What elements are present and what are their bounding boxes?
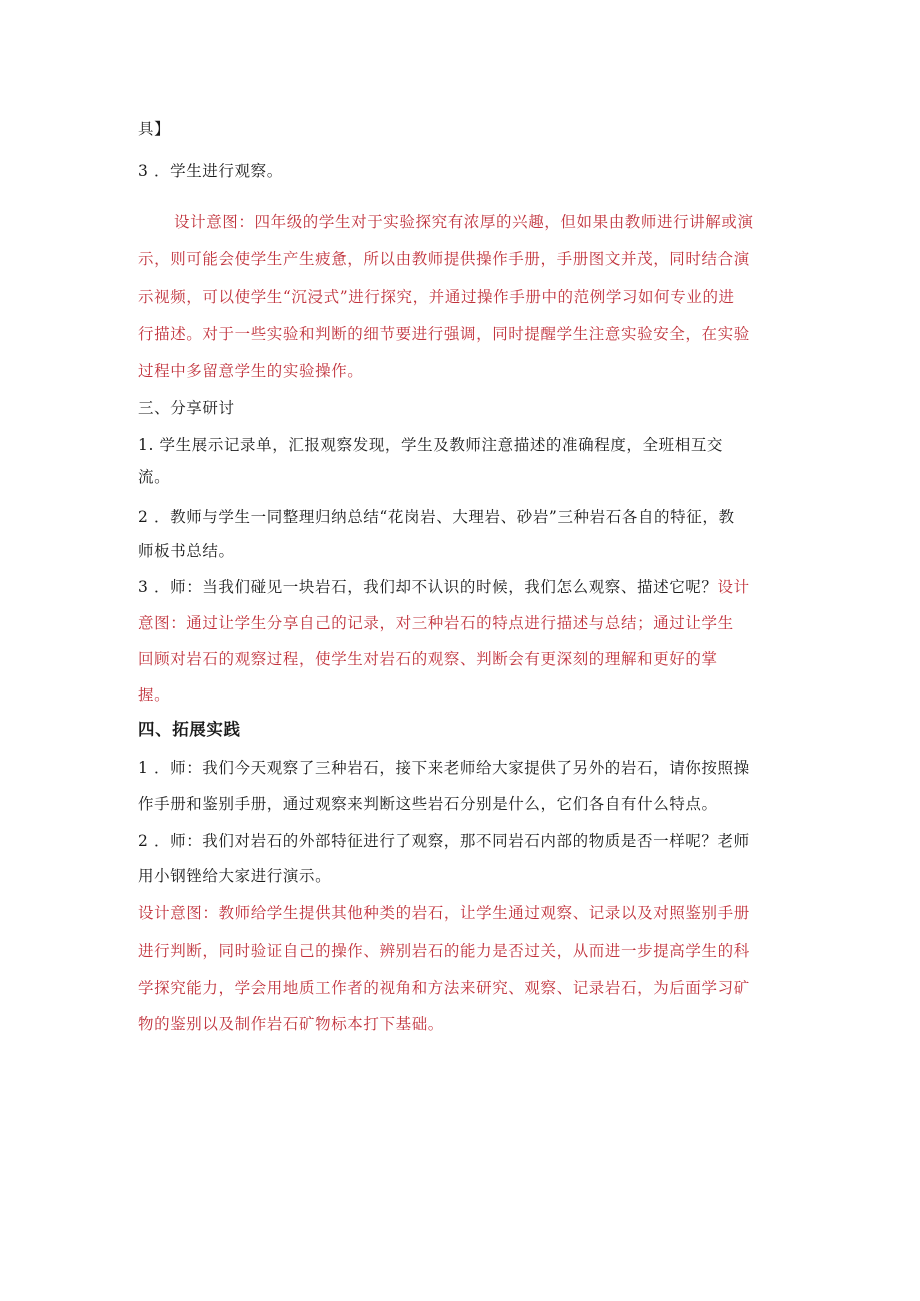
teacher-question: 3 ．师：当我们碰见一块岩石，我们却不认识的时候，我们怎么观察、描述它呢？ <box>138 578 718 596</box>
text-line: 具】 <box>138 120 171 138</box>
list-item: 2 ．教师与学生一同整理归纳总结“花岗岩、大理岩、砂岩”三种岩石各自的特征，教 <box>138 508 735 526</box>
list-item: 1. 学生展示记录单，汇报观察发现，学生及教师注意描述的准确程度，全班相互交 <box>138 436 724 454</box>
design-intent-line: 进行判断，同时验证自己的操作、辨别岩石的能力是否过关，从而进一步提高学生的科 <box>138 942 750 960</box>
design-intent-line: 设计意图：教师给学生提供其他种类的岩石，让学生通过观察、记录以及对照鉴别手册 <box>138 904 750 922</box>
section-heading-share: 三、分享研讨 <box>138 399 235 417</box>
list-item-observe: 3 ．学生进行观察。 <box>138 162 283 180</box>
design-intent-line: 意图：通过让学生分享自己的记录，对三种岩石的特点进行描述与总结；通过让学生 <box>138 614 734 632</box>
list-item-continuation: 流。 <box>138 468 171 486</box>
design-intent-line: 行描述。对于一些实验和判断的细节要进行强调，同时提醒学生注意实验安全，在实验 <box>138 325 750 343</box>
design-intent-line: 设计意图：四年级的学生对于实验探究有浓厚的兴趣，但如果由教师进行讲解或演 <box>174 213 754 231</box>
design-intent-line: 握。 <box>138 686 171 704</box>
list-item-mixed <box>138 576 750 598</box>
section-heading-extend: 四、拓展实践 <box>138 720 241 739</box>
design-intent-line: 过程中多留意学生的实验操作。 <box>138 362 364 380</box>
list-item: 1 ．师：我们今天观察了三种岩石，接下来老师给大家提供了另外的岩石，请你按照操 <box>138 759 750 777</box>
design-intent-line: 学探究能力，学会用地质工作者的视角和方法来研究、观察、记录岩石，为后面学习矿 <box>138 979 750 997</box>
list-item: 2 ．师：我们对岩石的外部特征进行了观察，那不同岩石内部的物质是否一样呢？老师 <box>138 832 750 850</box>
list-item-continuation: 师板书总结。 <box>138 542 235 560</box>
design-intent-line: 示，则可能会使学生产生疲惫，所以由教师提供操作手册，手册图文并茂，同时结合演 <box>138 250 750 268</box>
design-intent-line: 回顾对岩石的观察过程，使学生对岩石的观察、判断会有更深刻的理解和更好的掌 <box>138 650 718 668</box>
list-item-continuation: 作手册和鉴别手册，通过观察来判断这些岩石分别是什么，它们各自有什么特点。 <box>138 795 718 813</box>
design-intent-line: 示视频，可以使学生“沉浸式”进行探究，并通过操作手册中的范例学习如何专业的进 <box>138 288 735 306</box>
design-intent-line: 物的鉴别以及制作岩石矿物标本打下基础。 <box>138 1015 444 1033</box>
list-item-continuation: 用小钢锉给大家进行演示。 <box>138 867 332 885</box>
design-intent-label: 设计 <box>717 578 750 596</box>
